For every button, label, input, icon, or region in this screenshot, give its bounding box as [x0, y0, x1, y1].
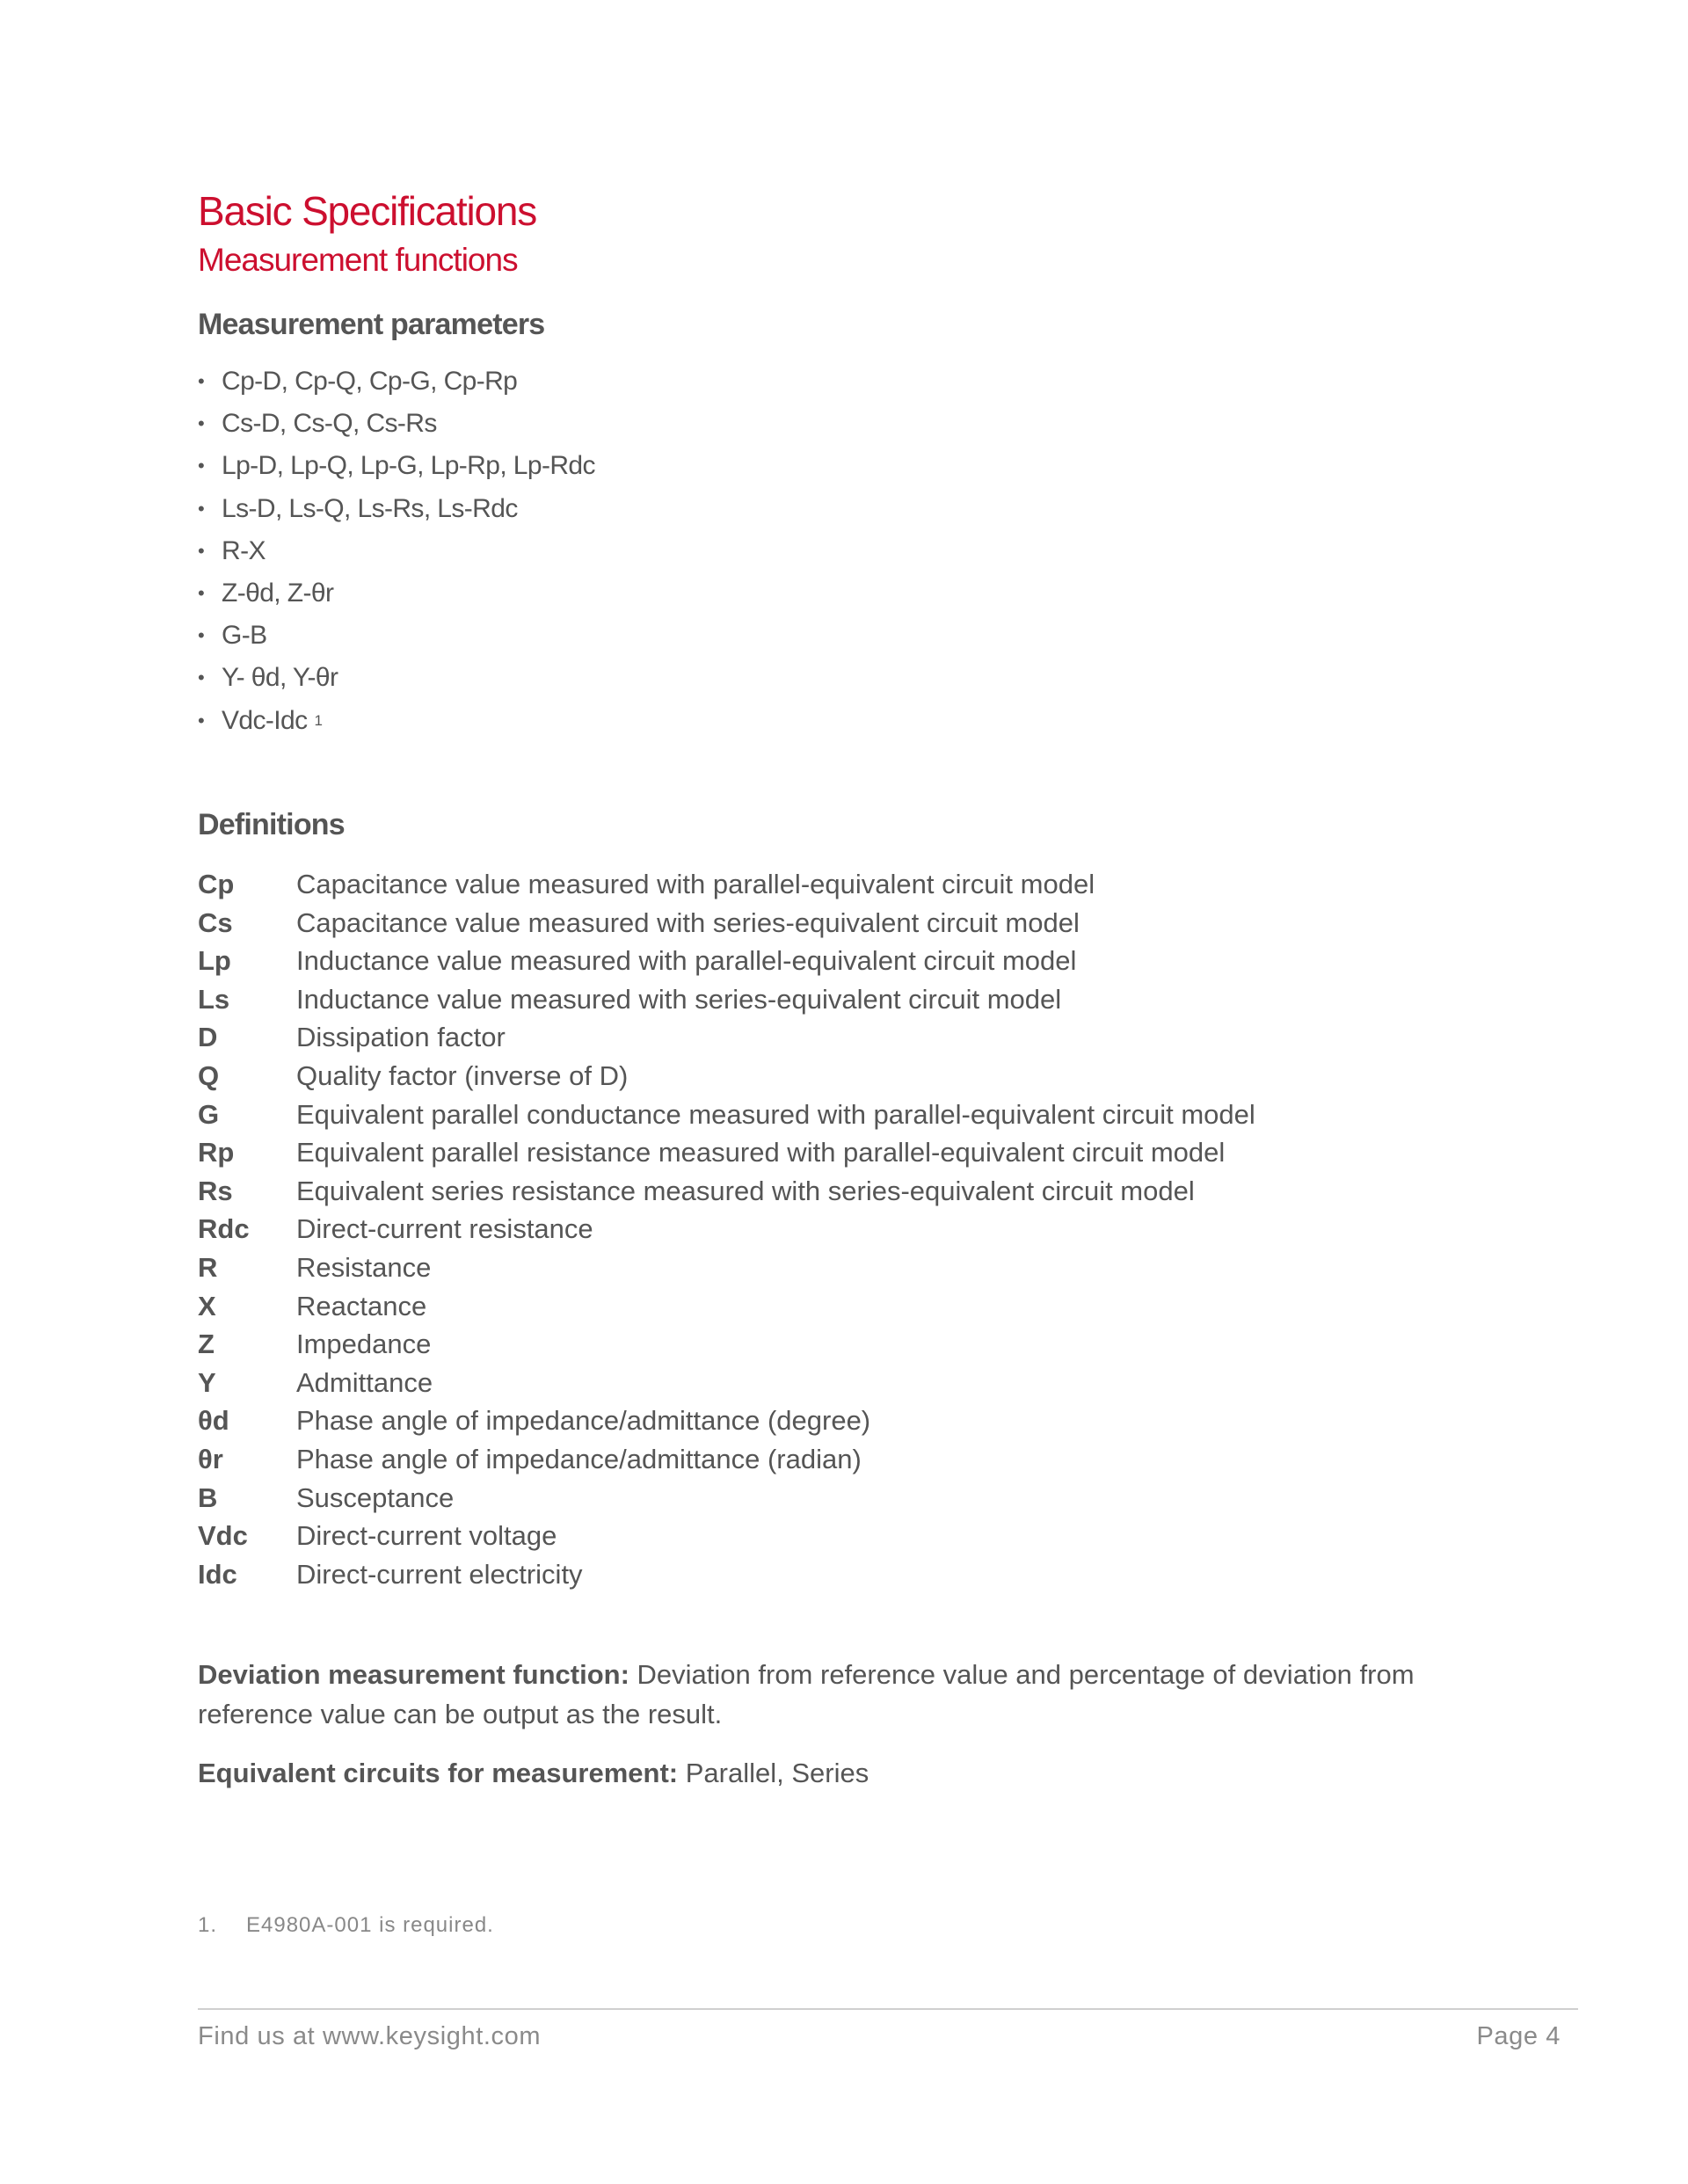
deviation-paragraph	[198, 1655, 1473, 1734]
equivalent-text: Parallel, Series	[678, 1758, 869, 1788]
definition-term: B	[198, 1481, 218, 1513]
definition-term: R	[198, 1251, 218, 1283]
definition-term: Rs	[198, 1175, 233, 1206]
definition-description: Capacitance value measured with parallel-equivalent circuit model	[296, 869, 1095, 899]
definition-description: Direct-current electricity	[296, 1558, 583, 1590]
page-title: Basic Specifications	[198, 188, 537, 234]
definition-term: Lp	[198, 945, 231, 977]
definition-description: Capacitance value measured with series-equivalent circuit model	[296, 906, 1080, 938]
document-page	[198, 0, 1578, 2184]
definition-description: Quality factor (inverse of D)	[296, 1059, 629, 1091]
definition-description: Phase angle of impedance/admittance (radian)	[296, 1443, 862, 1474]
definition-description: Admittance	[296, 1366, 433, 1398]
bullet-icon: •	[198, 370, 205, 393]
bullet-icon: •	[198, 582, 205, 605]
definition-description: Inductance value measured with series-equivalent circuit model	[296, 983, 1062, 1015]
parameter-text: R-X	[222, 535, 266, 565]
parameter-text: Vdc-Idc	[222, 705, 308, 735]
bullet-icon: •	[198, 497, 205, 520]
parameters-list	[198, 360, 595, 742]
deviation-text: Deviation from reference value and percentage of deviation from reference value can be output as the result.	[198, 1659, 1415, 1729]
definition-row	[198, 1287, 1517, 1326]
definition-row	[198, 1325, 1517, 1364]
footnote-reference: 1	[314, 712, 323, 730]
definition-description: Direct-current voltage	[296, 1520, 557, 1552]
definition-description: Dissipation factor	[296, 1022, 506, 1053]
definition-row	[198, 1440, 1517, 1479]
definition-term: Cp	[198, 869, 235, 899]
definition-row	[198, 1517, 1517, 1555]
definition-row	[198, 1096, 1517, 1134]
bullet-icon: •	[198, 666, 205, 689]
definition-row	[198, 1057, 1517, 1096]
definition-row	[198, 1479, 1517, 1518]
parameter-text: G-B	[222, 621, 267, 651]
definition-description: Resistance	[296, 1251, 432, 1283]
definition-term: Y	[198, 1366, 216, 1398]
bullet-icon: •	[198, 624, 205, 647]
parameters-heading: Measurement parameters	[198, 308, 545, 341]
definition-description: Inductance value measured with parallel-equivalent circuit model	[296, 945, 1077, 977]
definition-description: Phase angle of impedance/admittance (degree)	[296, 1405, 871, 1437]
definition-description: Equivalent parallel conductance measured with parallel-equivalent circuit model	[296, 1098, 1255, 1130]
definition-row	[198, 1249, 1517, 1287]
definition-row	[198, 1364, 1517, 1402]
equivalent-label: Equivalent circuits for measurement:	[198, 1758, 679, 1788]
definition-description: Reactance	[296, 1290, 427, 1321]
page-number: Page 4	[1476, 2022, 1561, 2050]
definition-term: θr	[198, 1443, 223, 1474]
page-subtitle: Measurement functions	[198, 242, 518, 278]
definition-row	[198, 904, 1517, 943]
definition-term: Q	[198, 1059, 220, 1091]
definition-term: Rp	[198, 1137, 235, 1168]
definition-term: Ls	[198, 983, 230, 1015]
definition-description: Equivalent parallel resistance measured with parallel-equivalent circuit model	[296, 1137, 1226, 1168]
footnote-text: E4980A-001 is required.	[246, 1913, 494, 1937]
parameter-item	[198, 530, 595, 572]
footnote	[198, 1913, 494, 1938]
parameter-item	[198, 488, 595, 530]
parameter-item	[198, 700, 595, 742]
parameter-item	[198, 615, 595, 657]
parameter-text: Lp-D, Lp-Q, Lp-G, Lp-Rp, Lp-Rdc	[222, 451, 595, 481]
definition-term: G	[198, 1098, 220, 1130]
bullet-icon: •	[198, 709, 205, 732]
parameter-item	[198, 657, 595, 699]
definition-term: X	[198, 1290, 216, 1321]
bullet-icon: •	[198, 455, 205, 477]
definition-row	[198, 942, 1517, 980]
definition-row	[198, 865, 1517, 904]
parameter-text: Cp-D, Cp-Q, Cp-G, Cp-Rp	[222, 367, 518, 397]
parameter-text: Ls-D, Ls-Q, Ls-Rs, Ls-Rdc	[222, 493, 518, 523]
definition-description: Direct-current resistance	[296, 1213, 593, 1245]
parameter-item	[198, 572, 595, 615]
footer-website[interactable]: Find us at www.keysight.com	[198, 2022, 542, 2050]
parameter-item	[198, 403, 595, 445]
parameter-text: Y- θd, Y-θr	[222, 663, 338, 693]
definition-term: Rdc	[198, 1213, 250, 1245]
definition-term: Idc	[198, 1558, 237, 1590]
definitions-heading: Definitions	[198, 808, 345, 841]
definition-row	[198, 1210, 1517, 1249]
definition-term: θd	[198, 1405, 229, 1437]
parameter-item	[198, 445, 595, 487]
definition-row	[198, 1133, 1517, 1172]
deviation-label: Deviation measurement function:	[198, 1659, 629, 1690]
bullet-icon: •	[198, 412, 205, 435]
definition-description: Equivalent series resistance measured with series-equivalent circuit model	[296, 1175, 1195, 1206]
definition-term: Vdc	[198, 1520, 248, 1552]
definition-row	[198, 980, 1517, 1019]
definition-row	[198, 1401, 1517, 1440]
definition-description: Susceptance	[296, 1481, 455, 1513]
definition-row	[198, 1018, 1517, 1057]
definition-term: Cs	[198, 906, 233, 938]
definition-term: D	[198, 1022, 218, 1053]
parameter-text: Z-θd, Z-θr	[222, 579, 334, 608]
bullet-icon: •	[198, 539, 205, 562]
footnote-number: 1.	[198, 1913, 218, 1937]
definition-term: Z	[198, 1329, 215, 1360]
definition-row	[198, 1555, 1517, 1594]
parameter-item	[198, 360, 595, 403]
footer-divider	[198, 2008, 1578, 2010]
definitions-table	[198, 865, 1517, 1593]
equivalent-circuits-paragraph	[198, 1753, 1473, 1793]
definition-row	[198, 1172, 1517, 1211]
parameter-text: Cs-D, Cs-Q, Cs-Rs	[222, 409, 437, 439]
definition-description: Impedance	[296, 1329, 432, 1360]
